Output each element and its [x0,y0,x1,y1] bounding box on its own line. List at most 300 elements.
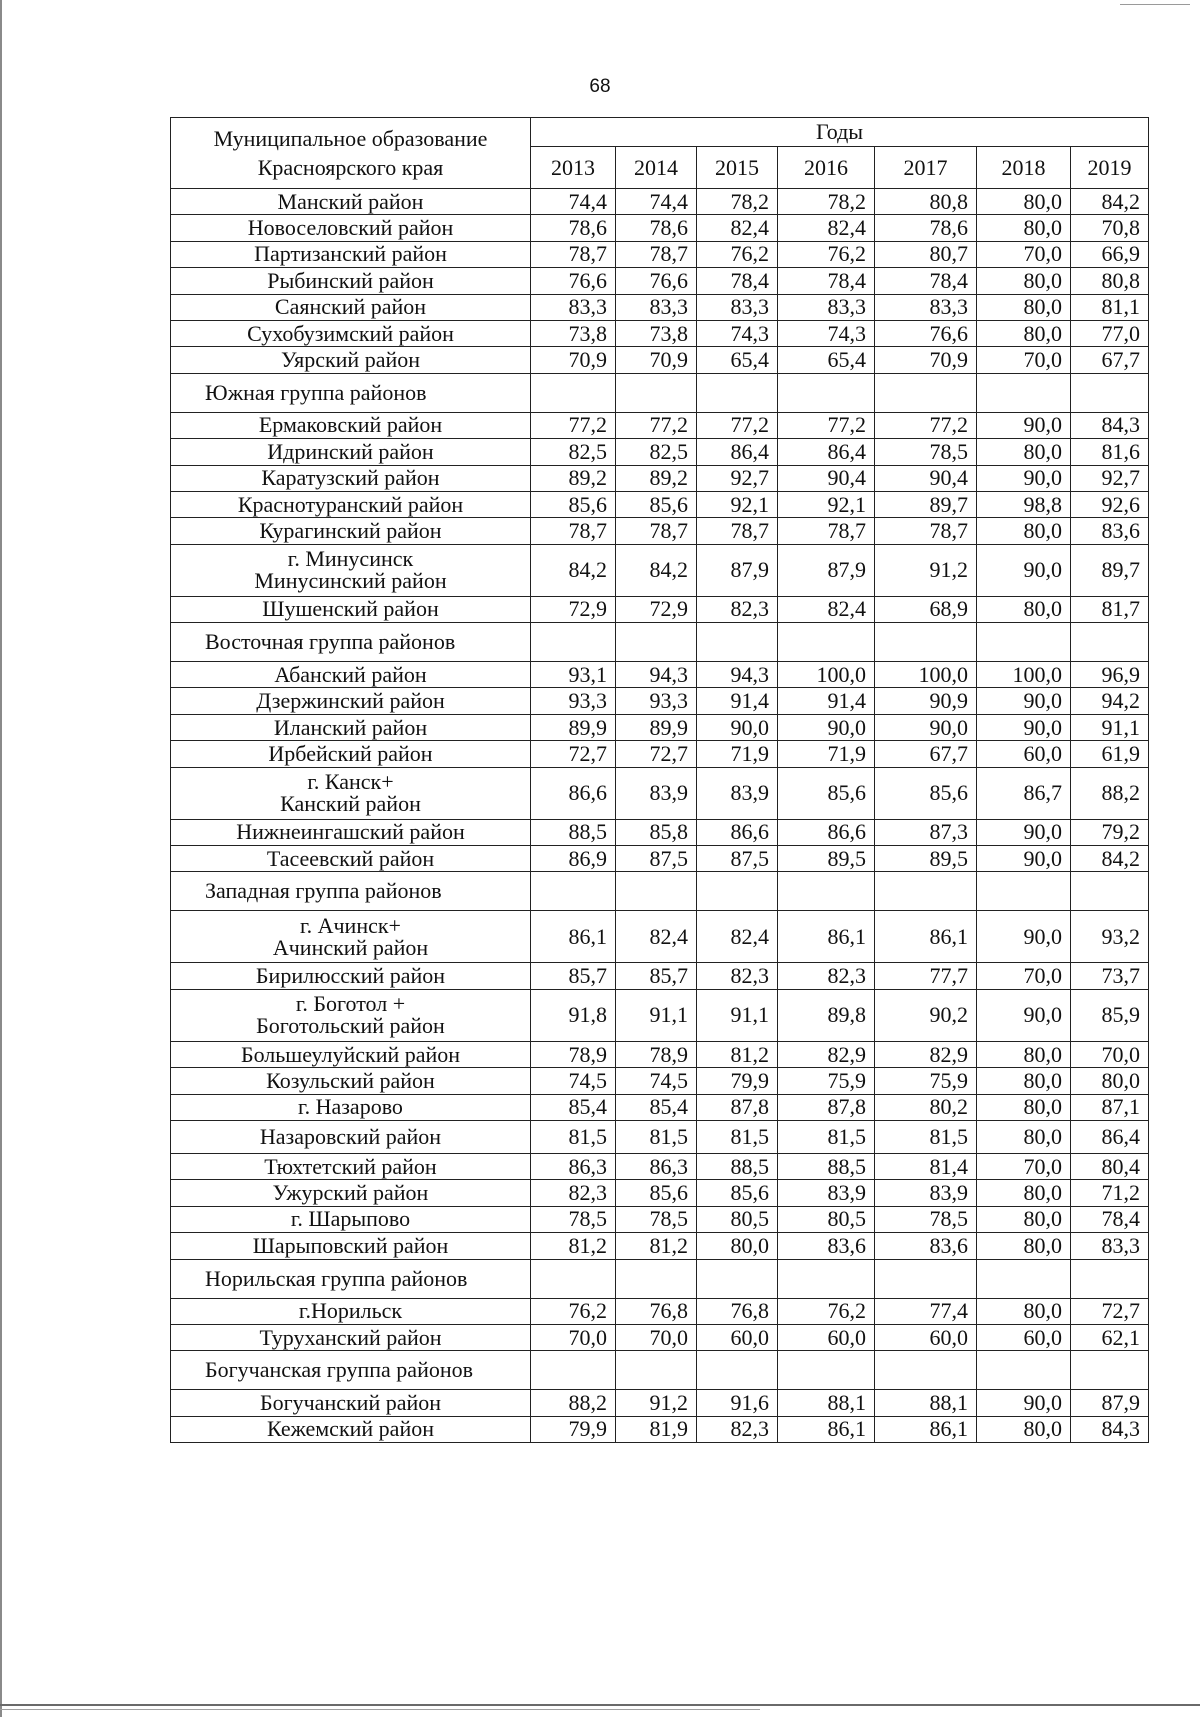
municipality-name-line: Ужурский район [272,1180,429,1206]
municipality-name-line: Иланский район [273,714,428,740]
value-cell-2017: 82,9 [875,1041,977,1067]
value-cell-2018: 80,0 [977,1416,1071,1442]
value-cell-2015: 86,4 [697,439,778,465]
value-cell-2013: 86,9 [531,846,616,872]
table-row [171,1068,1149,1094]
value-cell-2016: 71,9 [778,741,875,767]
value-cell-2015: 65,4 [697,347,778,373]
value-cell-2018: 80,0 [977,1094,1071,1120]
empty-cell [697,872,778,911]
table-row [171,189,1149,215]
municipality-name-cell [171,320,531,346]
group-name-cell: Норильская группа районов [171,1259,531,1298]
municipality-name-line: г.Норильск [298,1298,403,1324]
value-cell-2016: 86,4 [778,439,875,465]
value-cell-2015: 78,7 [697,518,778,544]
group-name-cell: Западная группа районов [171,872,531,911]
table-row [171,1324,1149,1350]
table-group-row [171,373,1149,412]
table-row [171,767,1149,819]
value-cell-2014: 70,9 [616,347,697,373]
value-cell-2017: 77,7 [875,963,977,989]
value-cell-2013: 81,5 [531,1120,616,1153]
value-cell-2013: 81,2 [531,1233,616,1259]
empty-cell [531,1351,616,1390]
value-cell-2019: 83,6 [1071,518,1149,544]
value-cell-2018: 80,0 [977,294,1071,320]
municipality-name-cell [171,347,531,373]
value-cell-2019: 84,2 [1071,189,1149,215]
value-cell-2017: 86,1 [875,911,977,963]
value-cell-2015: 82,4 [697,911,778,963]
value-cell-2014: 81,5 [616,1120,697,1153]
value-cell-2019: 81,6 [1071,439,1149,465]
value-cell-2014: 70,0 [616,1324,697,1350]
table-row [171,1180,1149,1206]
municipality-name-line: Манский район [277,188,424,214]
value-cell-2014: 72,7 [616,741,697,767]
value-cell-2017: 90,4 [875,465,977,491]
municipality-name-line: Краснотуранский район [237,491,464,517]
value-cell-2014: 85,6 [616,1180,697,1206]
value-cell-2017: 78,5 [875,1206,977,1232]
empty-cell [778,1259,875,1298]
value-cell-2015: 78,2 [697,189,778,215]
value-cell-2014: 78,7 [616,518,697,544]
value-cell-2017: 90,2 [875,989,977,1041]
value-cell-2017: 91,2 [875,544,977,596]
value-cell-2014: 93,3 [616,688,697,714]
column-header-municipality-line1: Муниципальное образование [213,125,488,151]
empty-cell [778,872,875,911]
municipality-name-line: г. Боготол + [295,991,406,1017]
value-cell-2015: 88,5 [697,1153,778,1179]
municipality-name-line: Тасеевский район [266,845,435,871]
table-row [171,963,1149,989]
value-cell-2018: 90,0 [977,465,1071,491]
municipality-name-line: Ачинский район [272,934,429,960]
table-row [171,1153,1149,1179]
value-cell-2013: 89,9 [531,714,616,740]
value-cell-2015: 82,4 [697,215,778,241]
value-cell-2019: 86,4 [1071,1120,1149,1153]
value-cell-2018: 98,8 [977,491,1071,517]
value-cell-2019: 67,7 [1071,347,1149,373]
value-cell-2016: 90,0 [778,714,875,740]
value-cell-2019: 78,4 [1071,1206,1149,1232]
value-cell-2014: 85,6 [616,491,697,517]
value-cell-2017: 100,0 [875,662,977,688]
municipality-name-cell [171,1298,531,1324]
municipality-name-cell [171,911,531,963]
table-row [171,491,1149,517]
empty-cell [778,373,875,412]
value-cell-2016: 87,9 [778,544,875,596]
value-cell-2018: 80,0 [977,1298,1071,1324]
value-cell-2016: 88,1 [778,1390,875,1416]
value-cell-2015: 87,8 [697,1094,778,1120]
value-cell-2013: 76,2 [531,1298,616,1324]
table-row [171,1416,1149,1442]
value-cell-2014: 72,9 [616,596,697,622]
value-cell-2019: 88,2 [1071,767,1149,819]
table-row [171,544,1149,596]
value-cell-2016: 89,8 [778,989,875,1041]
municipality-name-line: Рыбинский район [267,267,434,293]
value-cell-2015: 76,8 [697,1298,778,1324]
value-cell-2019: 83,3 [1071,1233,1149,1259]
table-row [171,320,1149,346]
municipality-name-cell [171,189,531,215]
municipality-name-cell [171,963,531,989]
value-cell-2018: 90,0 [977,1390,1071,1416]
value-cell-2013: 72,7 [531,741,616,767]
value-cell-2019: 80,4 [1071,1153,1149,1179]
value-cell-2013: 86,6 [531,767,616,819]
empty-cell [977,1259,1071,1298]
municipality-name-cell [171,518,531,544]
scan-edge-bottom-secondary [0,1709,760,1710]
municipality-name-line: г. Канск+ [307,769,394,795]
value-cell-2016: 91,4 [778,688,875,714]
value-cell-2014: 91,2 [616,1390,697,1416]
value-cell-2017: 75,9 [875,1068,977,1094]
value-cell-2018: 60,0 [977,1324,1071,1350]
value-cell-2014: 85,7 [616,963,697,989]
municipality-name-cell [171,1120,531,1153]
value-cell-2013: 88,2 [531,1390,616,1416]
table-row [171,1390,1149,1416]
page-number: 68 [589,76,611,97]
empty-cell [1071,1259,1149,1298]
empty-cell [616,1259,697,1298]
table-row [171,714,1149,740]
value-cell-2018: 100,0 [977,662,1071,688]
municipality-name-line: Шушенский район [262,596,439,622]
municipality-name-line: Большеулуйский район [240,1041,461,1067]
value-cell-2017: 80,2 [875,1094,977,1120]
value-cell-2013: 83,3 [531,294,616,320]
table-row [171,518,1149,544]
municipality-name-cell [171,465,531,491]
value-cell-2014: 82,5 [616,439,697,465]
value-cell-2016: 88,5 [778,1153,875,1179]
value-cell-2018: 80,0 [977,1180,1071,1206]
municipality-name-cell [171,846,531,872]
value-cell-2015: 74,3 [697,320,778,346]
value-cell-2018: 80,0 [977,1041,1071,1067]
value-cell-2015: 81,5 [697,1120,778,1153]
value-cell-2019: 79,2 [1071,819,1149,845]
value-cell-2016: 86,6 [778,819,875,845]
value-cell-2019: 85,9 [1071,989,1149,1041]
empty-cell [531,623,616,662]
municipality-name-line: Козульский район [266,1067,435,1093]
municipality-name-cell [171,439,531,465]
scan-edge-left [0,0,2,1717]
value-cell-2019: 72,7 [1071,1298,1149,1324]
value-cell-2017: 78,7 [875,518,977,544]
municipality-name-cell [171,294,531,320]
column-header-year: 2018 [977,147,1071,189]
value-cell-2014: 94,3 [616,662,697,688]
municipality-name-cell [171,241,531,267]
value-cell-2013: 85,6 [531,491,616,517]
municipality-name-cell [171,1324,531,1350]
municipality-name-line: Боготольский район [256,1013,445,1039]
value-cell-2018: 70,0 [977,963,1071,989]
table-row [171,347,1149,373]
table-row [171,1233,1149,1259]
value-cell-2017: 67,7 [875,741,977,767]
value-cell-2016: 77,2 [778,412,875,438]
value-cell-2014: 81,2 [616,1233,697,1259]
value-cell-2016: 76,2 [778,241,875,267]
municipality-name-line: г. Минусинск [287,546,414,572]
value-cell-2019: 92,6 [1071,491,1149,517]
value-cell-2015: 76,2 [697,241,778,267]
value-cell-2019: 71,2 [1071,1180,1149,1206]
municipality-name-cell [171,662,531,688]
value-cell-2018: 90,0 [977,846,1071,872]
value-cell-2013: 70,9 [531,347,616,373]
value-cell-2019: 66,9 [1071,241,1149,267]
table-row [171,294,1149,320]
table-row [171,1094,1149,1120]
municipality-name-line: Ермаковский район [258,412,443,438]
table-group-row [171,872,1149,911]
value-cell-2015: 91,1 [697,989,778,1041]
value-cell-2018: 80,0 [977,1068,1071,1094]
municipality-name-line: Уярский район [280,347,421,373]
municipality-name-cell [171,544,531,596]
value-cell-2018: 70,0 [977,241,1071,267]
municipality-name-line: Курагинский район [259,517,442,543]
value-cell-2014: 84,2 [616,544,697,596]
table-row [171,596,1149,622]
column-header-year: 2017 [875,147,977,189]
value-cell-2016: 100,0 [778,662,875,688]
municipality-name-cell [171,215,531,241]
value-cell-2019: 61,9 [1071,741,1149,767]
value-cell-2017: 88,1 [875,1390,977,1416]
empty-cell [616,872,697,911]
value-cell-2016: 86,1 [778,911,875,963]
column-header-municipality [171,118,531,189]
municipality-name-cell [171,1094,531,1120]
value-cell-2013: 82,5 [531,439,616,465]
value-cell-2016: 75,9 [778,1068,875,1094]
value-cell-2016: 86,1 [778,1416,875,1442]
municipality-name-cell [171,596,531,622]
municipality-name-line: Канский район [280,791,421,817]
municipality-name-line: Назаровский район [259,1123,442,1149]
value-cell-2013: 70,0 [531,1324,616,1350]
value-cell-2013: 93,3 [531,688,616,714]
value-cell-2015: 92,1 [697,491,778,517]
value-cell-2019: 84,3 [1071,412,1149,438]
value-cell-2013: 82,3 [531,1180,616,1206]
value-cell-2019: 87,9 [1071,1390,1149,1416]
municipality-name-line: Тюхтетский район [264,1153,437,1179]
value-cell-2013: 85,4 [531,1094,616,1120]
value-cell-2016: 78,4 [778,268,875,294]
empty-cell [1071,373,1149,412]
value-cell-2013: 73,8 [531,320,616,346]
value-cell-2015: 60,0 [697,1324,778,1350]
value-cell-2017: 70,9 [875,347,977,373]
value-cell-2014: 83,3 [616,294,697,320]
municipality-name-line: Шарыповский район [252,1232,449,1258]
value-cell-2016: 82,3 [778,963,875,989]
municipality-name-line: Бирилюсский район [255,963,446,989]
municipality-name-cell [171,741,531,767]
empty-cell [778,623,875,662]
value-cell-2016: 82,4 [778,215,875,241]
value-cell-2016: 90,4 [778,465,875,491]
municipality-name-cell [171,1153,531,1179]
value-cell-2015: 80,0 [697,1233,778,1259]
value-cell-2016: 87,8 [778,1094,875,1120]
column-header-municipality-line2: Красноярского края [257,155,444,180]
value-cell-2018: 90,0 [977,819,1071,845]
municipality-name-line: Кежемский район [266,1416,434,1442]
value-cell-2014: 91,1 [616,989,697,1041]
value-cell-2014: 77,2 [616,412,697,438]
value-cell-2013: 74,4 [531,189,616,215]
value-cell-2019: 81,1 [1071,294,1149,320]
value-cell-2016: 74,3 [778,320,875,346]
table-row [171,1206,1149,1232]
value-cell-2018: 80,0 [977,518,1071,544]
value-cell-2018: 90,0 [977,544,1071,596]
value-cell-2014: 87,5 [616,846,697,872]
value-cell-2015: 82,3 [697,1416,778,1442]
value-cell-2018: 80,0 [977,439,1071,465]
municipality-name-cell [171,1180,531,1206]
value-cell-2013: 93,1 [531,662,616,688]
value-cell-2018: 80,0 [977,596,1071,622]
value-cell-2015: 83,3 [697,294,778,320]
value-cell-2017: 90,9 [875,688,977,714]
value-cell-2014: 76,6 [616,268,697,294]
value-cell-2019: 62,1 [1071,1324,1149,1350]
value-cell-2017: 86,1 [875,1416,977,1442]
value-cell-2013: 74,5 [531,1068,616,1094]
municipality-name-cell [171,688,531,714]
value-cell-2014: 85,4 [616,1094,697,1120]
value-cell-2014: 86,3 [616,1153,697,1179]
empty-cell [531,373,616,412]
municipality-name-line: Саянский район [274,294,427,320]
municipality-name-cell [171,767,531,819]
empty-cell [616,373,697,412]
empty-cell [697,1259,778,1298]
value-cell-2019: 73,7 [1071,963,1149,989]
municipality-name-line: Ирбейский район [268,740,433,766]
municipality-name-cell [171,412,531,438]
table-group-row [171,1351,1149,1390]
value-cell-2016: 65,4 [778,347,875,373]
value-cell-2014: 78,7 [616,241,697,267]
table-row [171,412,1149,438]
value-cell-2019: 87,1 [1071,1094,1149,1120]
value-cell-2017: 90,0 [875,714,977,740]
value-cell-2019: 93,2 [1071,911,1149,963]
municipality-name-line: Дзержинский район [256,688,445,714]
value-cell-2018: 80,0 [977,189,1071,215]
value-cell-2013: 78,7 [531,241,616,267]
value-cell-2019: 77,0 [1071,320,1149,346]
value-cell-2018: 90,0 [977,688,1071,714]
value-cell-2014: 78,6 [616,215,697,241]
value-cell-2015: 87,9 [697,544,778,596]
empty-cell [977,373,1071,412]
value-cell-2017: 76,6 [875,320,977,346]
table-row [171,846,1149,872]
value-cell-2015: 81,2 [697,1041,778,1067]
value-cell-2016: 78,7 [778,518,875,544]
municipality-name-line: Партизанский район [254,241,447,267]
value-cell-2018: 80,0 [977,1206,1071,1232]
table-row [171,911,1149,963]
municipality-name-line: Каратузский район [261,465,440,491]
empty-cell [977,623,1071,662]
municipality-name-cell [171,819,531,845]
value-cell-2019: 70,0 [1071,1041,1149,1067]
value-cell-2019: 84,2 [1071,846,1149,872]
scan-edge-bottom [0,1704,1200,1706]
value-cell-2013: 89,2 [531,465,616,491]
value-cell-2014: 73,8 [616,320,697,346]
value-cell-2016: 83,9 [778,1180,875,1206]
value-cell-2015: 82,3 [697,596,778,622]
value-cell-2019: 94,2 [1071,688,1149,714]
value-cell-2013: 91,8 [531,989,616,1041]
value-cell-2015: 83,9 [697,767,778,819]
value-cell-2017: 87,3 [875,819,977,845]
value-cell-2013: 86,3 [531,1153,616,1179]
municipality-name-cell [171,1041,531,1067]
value-cell-2015: 79,9 [697,1068,778,1094]
value-cell-2014: 82,4 [616,911,697,963]
group-name-cell: Южная группа районов [171,373,531,412]
value-cell-2014: 81,9 [616,1416,697,1442]
empty-cell [977,1351,1071,1390]
value-cell-2015: 91,4 [697,688,778,714]
value-cell-2017: 80,8 [875,189,977,215]
value-cell-2017: 83,9 [875,1180,977,1206]
value-cell-2013: 86,1 [531,911,616,963]
value-cell-2015: 77,2 [697,412,778,438]
municipality-name-line: Новоселовский район [247,215,454,241]
table-header-row-top [171,118,1149,147]
group-name-cell: Восточная группа районов [171,623,531,662]
municipality-name-line: Идринский район [267,438,434,464]
table-group-row [171,1259,1149,1298]
value-cell-2018: 90,0 [977,412,1071,438]
municipality-name-line: Абанский район [274,661,427,687]
table-row [171,1298,1149,1324]
value-cell-2015: 85,6 [697,1180,778,1206]
value-cell-2015: 78,4 [697,268,778,294]
value-cell-2016: 83,6 [778,1233,875,1259]
municipality-name-line: г. Назарово [298,1094,403,1120]
value-cell-2016: 92,1 [778,491,875,517]
value-cell-2016: 78,2 [778,189,875,215]
empty-cell [697,1351,778,1390]
value-cell-2016: 76,2 [778,1298,875,1324]
